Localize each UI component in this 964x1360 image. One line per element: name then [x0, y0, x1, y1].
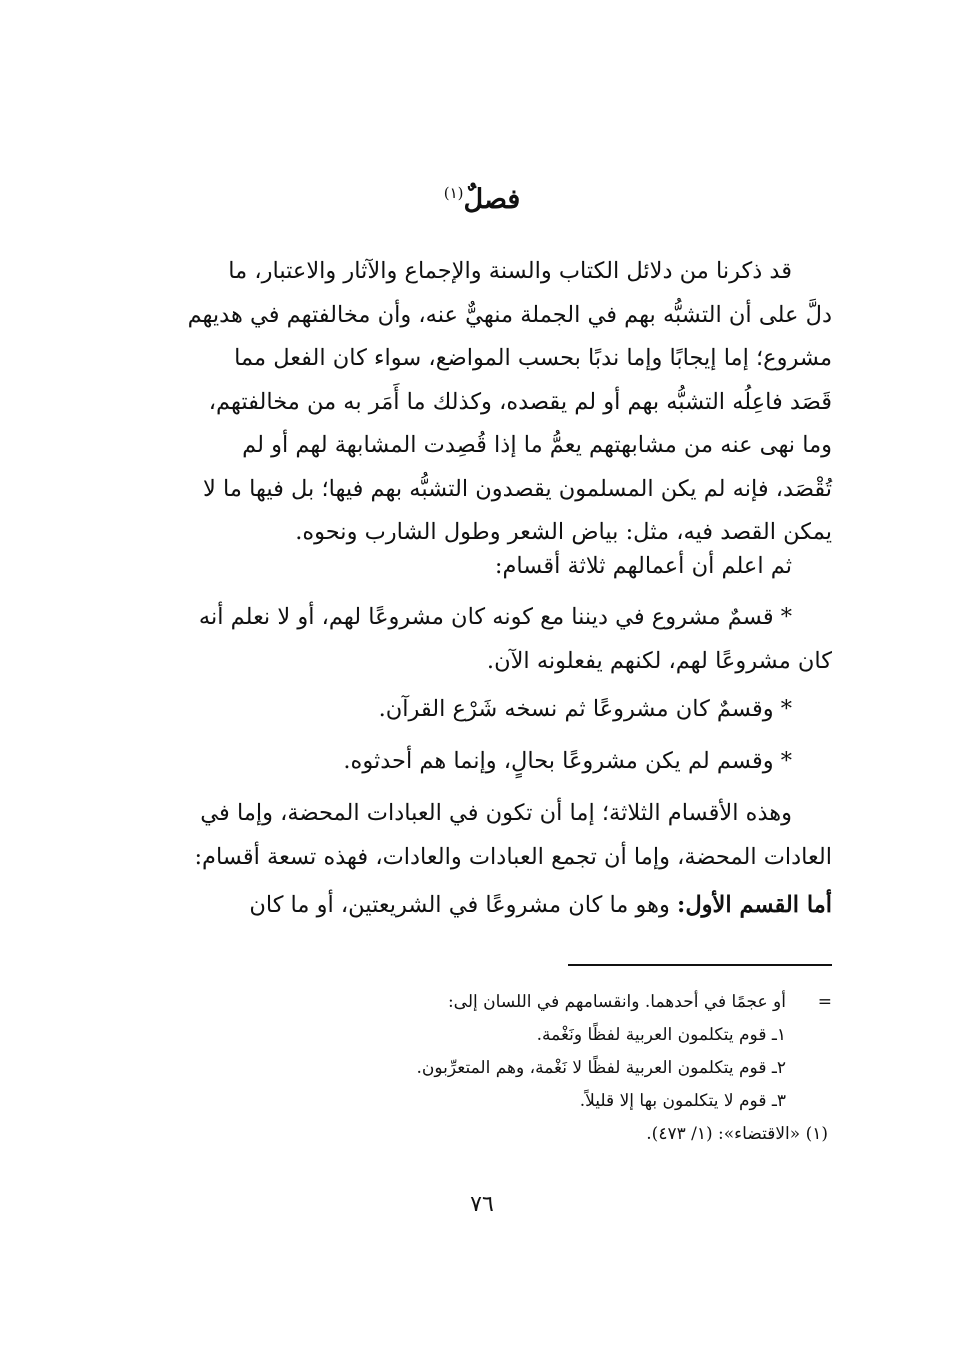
paragraph-categories-intro [138, 545, 832, 589]
text-line: وما نهى عنه من مشابهتهم يعمُّ ما إذا قُصِدت المشابهة لهم أو لم [242, 432, 832, 458]
text-line: كان مشروعًا لهم، لكنهم يفعلونه الآن. [486, 647, 832, 674]
text-line: تُقْصَد، فإنه لم يكن المسلمون يقصدون التشبُّه بهم فيها؛ بل فيها ما لا [203, 475, 832, 502]
text-line: ثم اعلم أن أعمالهم ثلاثة أقسام: [494, 553, 792, 579]
paragraph-category-three [138, 740, 832, 784]
section-title-text: فصلٌ [463, 184, 521, 215]
division-heading: أما القسم الأول: [677, 892, 832, 918]
text-line: العادات المحضة، وإما أن تجمع العبادات والعادات، فهذه تسعة أقسام: [194, 843, 832, 870]
text-line: * وقسمٌ كان مشروعًا ثم نسخه شَرْع القرآن. [378, 696, 792, 722]
footnote-separator [568, 964, 832, 966]
paragraph-intro [138, 250, 832, 555]
text-line: قَصَد فاعِلُه التشبُّه بهم أو لم يقصده، وكذلك ما أَمَر به من مخالفتهم، [208, 388, 832, 415]
text-line: وهذه الأقسام الثلاثة؛ إما أن تكون في العبادات المحضة، وإما في [200, 800, 792, 826]
paragraph-category-two [138, 688, 832, 732]
footnote-line: (١) «الاقتضاء»: (١/ ٤٧٣). [646, 1124, 828, 1144]
footnote-line: أو عجمًا في أحدهما. وانقسامهم في اللسان إلى: [447, 992, 786, 1012]
text-line: مشروع؛ إما إيجابًا وإما ندبًا بحسب المواضع، سواء كان الفعل مما [234, 345, 832, 371]
footnote-ref: (١) [443, 184, 464, 202]
text-line: * قسمٌ مشروع في ديننا مع كونه كان مشروعًا لهم، أو لا نعلم أنه [198, 604, 792, 630]
paragraph-first-division [138, 884, 832, 928]
text-line: يمكن القصد فيه، مثل: بياض الشعر وطول الشارب ونحوه. [295, 519, 832, 545]
section-title [0, 184, 964, 215]
continuation-mark: = [817, 992, 832, 1012]
paragraph-category-one [138, 596, 832, 683]
footnote-line: ١ـ قوم يتكلمون العربية لفظًا ونَغْمة. [536, 1025, 786, 1045]
paragraph-nine-divisions [138, 792, 832, 879]
division-text: وهو ما كان مشروعًا في الشريعتين، أو ما كان [249, 892, 678, 918]
footnote-line: ٣ـ قوم لا يتكلمون بها إلا قليلاً. [579, 1091, 786, 1111]
text-line [138, 884, 832, 928]
text-line: دلَّ على أن التشبُّه بهم في الجملة منهيٌّ عنه، وأن مخالفتهم في هديهم [187, 301, 832, 328]
text-line: * وقسم لم يكن مشروعًا بحالٍ، وإنما هم أحدثوه. [343, 748, 792, 774]
footnote-line: ٢ـ قوم يتكلمون العربية لفظًا لا نَغْمة، وهم المتعرِّبون. [416, 1058, 786, 1078]
page-number: ٧٦ [470, 1192, 494, 1217]
footnotes [300, 986, 832, 1151]
text-line: قد ذكرنا من دلائل الكتاب والسنة والإجماع والآثار والاعتبار، ما [228, 258, 792, 284]
